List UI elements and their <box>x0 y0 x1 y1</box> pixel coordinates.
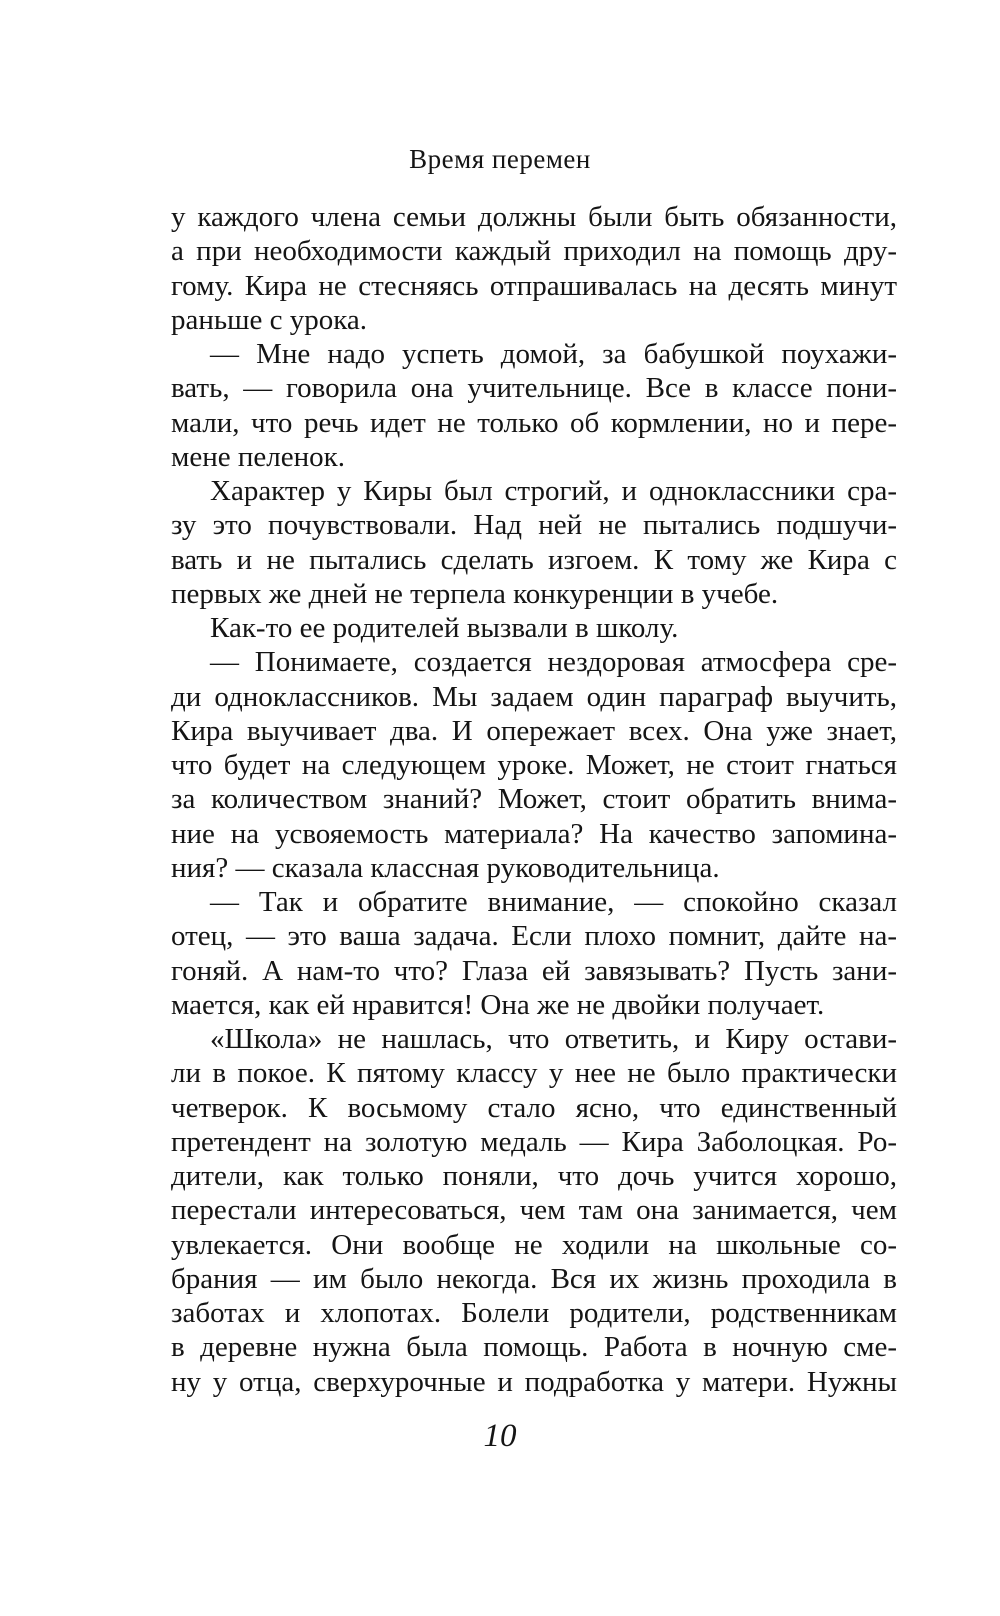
text-line: брания — им было некогда. Вся их жизнь проходила в <box>171 1262 897 1295</box>
text-line: четверок. К восьмому стало ясно, что единственный <box>171 1091 897 1124</box>
text-line: отец, — это ваша задача. Если плохо помнит, дайте на- <box>171 920 897 953</box>
text-line: «Школа» не нашлась, что ответить, и Киру остави- <box>210 1023 897 1055</box>
text-line: в деревне нужна была помощь. Работа в ночную сме- <box>171 1331 897 1364</box>
text-line: ну у отца, сверхурочные и подработка у матери. Нужны <box>171 1365 897 1398</box>
text-line: ди одноклассников. Мы задаем один параграф выучить, <box>171 680 897 713</box>
text-line: ли в покое. К пятому классу у нее не было практически <box>171 1057 897 1090</box>
text-line: Характер у Киры был строгий, и одноклассники сра- <box>210 475 897 507</box>
text-line: гоняй. А нам-то что? Глаза ей завязывать? Пусть зани- <box>171 954 897 987</box>
text-line: Как-то ее родителей вызвали в школу. <box>210 612 679 644</box>
text-line: ния? — сказала классная руководительница. <box>171 851 720 884</box>
text-line: мене пеленок. <box>171 440 345 473</box>
text-line: зу это почувствовали. Над ней не пытались подшучи- <box>171 509 897 542</box>
text-line: ние на усвояемость материала? На качество запомина- <box>171 817 897 850</box>
text-line: увлекается. Они вообще не ходили на школьные со- <box>171 1228 897 1261</box>
text-line: претендент на золотую медаль — Кира Заболоцкая. Ро- <box>171 1125 897 1158</box>
text-line: что будет на следующем уроке. Может, не стоит гнаться <box>171 749 897 781</box>
text-line: — Так и обратите внимание, — спокойно сказал <box>210 886 897 918</box>
text-line: заботах и хлопотах. Болели родители, родственникам <box>171 1297 897 1329</box>
text-line: дители, как только поняли, что дочь учится хорошо, <box>171 1160 897 1192</box>
page-number: 10 <box>483 1418 517 1454</box>
text-line: вать и не пытались сделать изгоем. К тому же Кира с <box>171 543 897 576</box>
text-line: мали, что речь идет не только об кормлении, но и пере- <box>171 406 897 439</box>
text-line: первых же дней не терпела конкуренции в учебе. <box>171 577 779 610</box>
text-line: перестали интересоваться, чем там она занимается, чем <box>171 1194 897 1227</box>
text-line: у каждого члена семьи должны были быть обязанности, <box>171 201 897 233</box>
text-line: за количеством знаний? Может, стоит обратить внима- <box>171 783 897 816</box>
text-line: раньше с урока. <box>171 303 367 336</box>
body-text <box>171 200 897 1399</box>
text-line: вать, — говорила она учительнице. Все в классе пони- <box>171 372 897 405</box>
text-line: — Понимаете, создается нездоровая атмосфера сре- <box>210 646 897 679</box>
text-line: а при необходимости каждый приходил на помощь дру- <box>171 235 897 268</box>
text-line: — Мне надо успеть домой, за бабушкой поухажи- <box>210 338 897 370</box>
text-line: Кира выучивает два. И опережает всех. Она уже знает, <box>171 714 897 747</box>
running-head: Время перемен <box>409 144 591 174</box>
text-line: мается, как ей нравится! Она же не двойки получает. <box>171 988 825 1021</box>
text-line: гому. Кира не стесняясь отпрашивалась на десять минут <box>171 269 897 302</box>
